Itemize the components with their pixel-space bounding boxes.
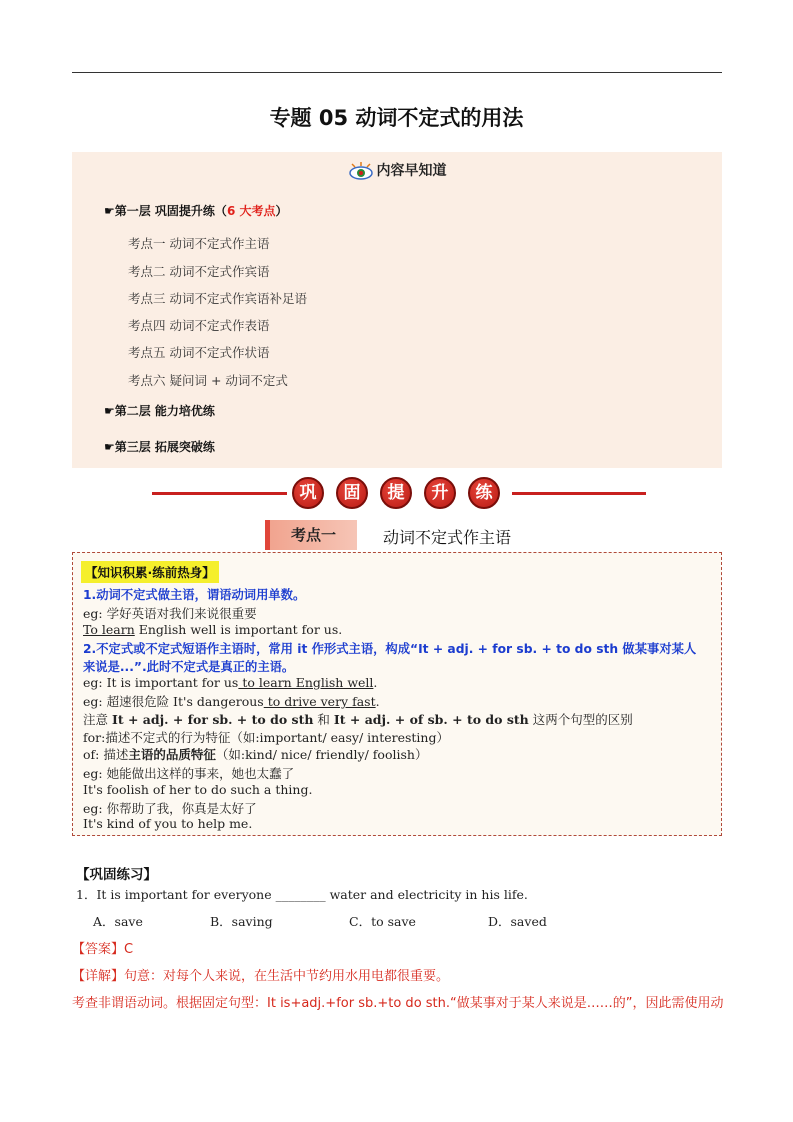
header-rule (72, 72, 722, 73)
toc-layer-1[interactable] (104, 202, 287, 219)
note-pattern-of: It + adj. + of sb. + to do sth (333, 712, 529, 727)
banner-char-5: 练 (468, 477, 500, 509)
rule-2-line-2: 来说是...”.此时不定式是真正的主语。 (83, 660, 295, 674)
banner-char-1: 巩 (292, 477, 324, 509)
kaodian-tag: 考点一 (265, 520, 357, 550)
banner-char-4: 升 (424, 477, 456, 509)
example-5-en: It's kind of you to help me. (83, 816, 253, 831)
note-pattern-for: It + adj. + for sb. + to do sth (111, 712, 314, 727)
toc-item-kaodian-2[interactable]: 考点二 动词不定式作宾语 (128, 264, 270, 279)
of-bold: 主语的品质特征 (128, 747, 216, 762)
practice-heading: 【巩固练习】 (76, 867, 157, 883)
banner-char-2: 固 (336, 477, 368, 509)
answer: 【答案】C (72, 942, 134, 957)
example-1-cn: eg: 学好英语对我们来说很重要 (83, 606, 257, 621)
banner-line-left (152, 492, 287, 495)
toc-item-kaodian-1[interactable]: 考点一 动词不定式作主语 (128, 236, 270, 251)
of-line (83, 745, 427, 763)
of-a: of: 描述 (83, 747, 129, 762)
rule-2-line-1: 2.不定式或不定式短语作主语时，常用 it 作形式主语，构成“It + adj. + for sb. + to do sth 做某事对某人 (83, 642, 697, 656)
toc-panel (72, 152, 722, 468)
toc-heading-text: 内容早知道 (376, 163, 447, 179)
example-3-b: . (375, 694, 380, 709)
example-5-cn: eg: 你帮助了我，你真是太好了 (83, 801, 257, 816)
toc-item-kaodian-3[interactable]: 考点三 动词不定式作宾语补足语 (128, 291, 307, 306)
banner-char-3: 提 (380, 477, 412, 509)
page-title: 专题 05 动词不定式的用法 (269, 106, 524, 130)
knowledge-box (72, 552, 722, 836)
note-and: 和 (313, 712, 334, 727)
note-prefix: 注意 (83, 712, 112, 727)
example-1-rest: English well is important for us. (134, 622, 343, 637)
explanation-2: 考查非谓语动词。根据固定句型：It is+adj.+for sb.+to do sth.“做某事对于某人来说是……的”，因此需使用动 (72, 996, 724, 1011)
example-1-en (83, 622, 342, 637)
toc-item-kaodian-6[interactable]: 考点六 疑问词 + 动词不定式 (128, 373, 288, 388)
toc-layer-1-prefix: ☛第一层 巩固提升练（ (104, 204, 227, 218)
kaodian-title: 动词不定式作主语 (383, 528, 512, 547)
option-a[interactable]: A．save (93, 914, 143, 929)
example-4-en: It's foolish of her to do such a thing. (83, 782, 313, 797)
explanation-1: 【详解】句意：对每个人来说，在生活中节约用水用电都很重要。 (72, 969, 450, 984)
example-2-b: . (373, 675, 378, 690)
example-2 (83, 675, 377, 690)
option-d[interactable]: D．saved (488, 914, 547, 929)
toc-heading (72, 160, 722, 180)
toc-layer-1-suffix: ） (275, 204, 288, 218)
option-c[interactable]: C．to save (349, 914, 416, 929)
rule-1: 1.动词不定式做主语，谓语动词用单数。 (83, 588, 306, 602)
of-c: （如:kind/ nice/ friendly/ foolish） (215, 747, 428, 762)
note-suffix: 这两个句型的区别 (528, 712, 633, 727)
eye-icon (348, 162, 374, 180)
example-3-a: eg: 超速很危险 It's dangerous (83, 694, 264, 709)
for-line: for:描述不定式的行为特征（如:important/ easy/ interesting） (83, 730, 449, 745)
toc-layer-1-count: 6 大考点 (226, 204, 276, 218)
example-2-a: eg: It is important for us (83, 675, 239, 690)
banner-line-right (512, 492, 646, 495)
example-3-underlined: to drive very fast (263, 694, 376, 709)
toc-item-kaodian-4[interactable]: 考点四 动词不定式作表语 (128, 318, 270, 333)
toc-layer-3[interactable]: ☛第三层 拓展突破练 (104, 440, 215, 454)
example-4-cn: eg: 她能做出这样的事来，她也太蠢了 (83, 766, 295, 781)
note-line (83, 710, 633, 728)
option-b[interactable]: B．saving (210, 914, 273, 929)
example-1-underlined: To learn (83, 622, 135, 637)
example-2-underlined: to learn English well (238, 675, 374, 690)
toc-layer-2[interactable]: ☛第二层 能力培优练 (104, 404, 215, 418)
toc-item-kaodian-5[interactable]: 考点五 动词不定式作状语 (128, 345, 270, 360)
knowledge-box-heading: 【知识积累·练前热身】 (81, 561, 219, 583)
question-1: 1．It is important for everyone ________ water and electricity in his life. (76, 887, 528, 902)
example-3 (83, 692, 380, 710)
